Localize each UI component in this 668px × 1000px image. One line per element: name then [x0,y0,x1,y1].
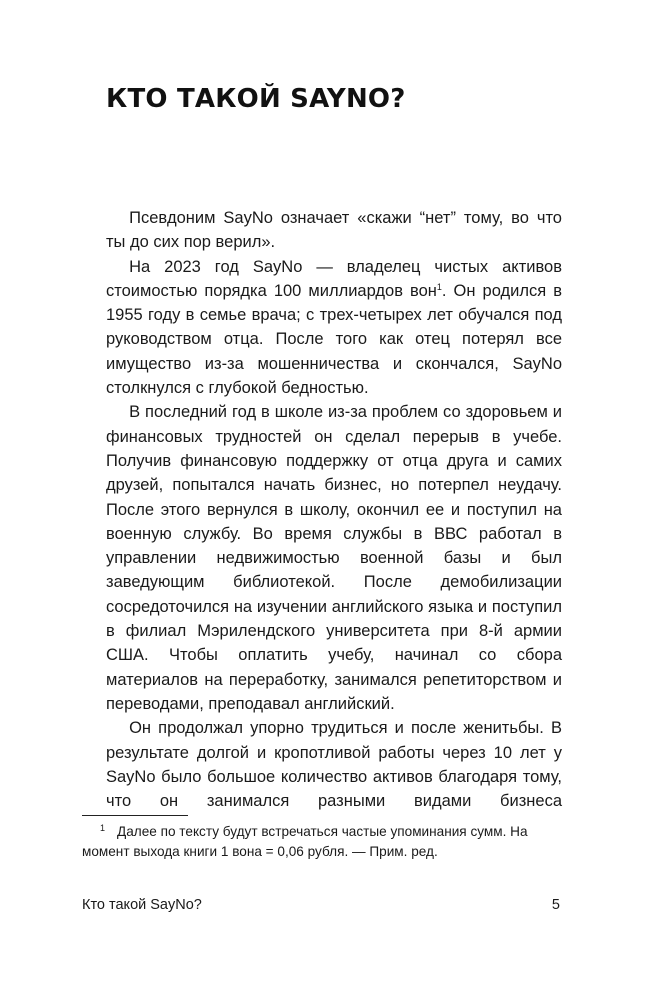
paragraph-3: В последний год в школе из-за проблем со здоровьем и финансовых трудностей он сделал перерыв в учебе. Получив финансовую поддержку от отца друга и самих друзей, попытался начать бизнес, но потерпел неудачу. После этого вернулся в школу, окончил ее и поступил на военную службу. Во время службы в ВВС работал в управлении недвижимостью военной базы и был заведующим библиотекой. После демобилизации сосредоточился на изучении английского языка и поступил в филиал Мэрилендского университета при 8-й армии США. Чтобы оплатить учебу, начинал со сбора материалов на переработку, занимался репетиторством и переводами, преподавал английский. [106,403,562,713]
paragraph-1: Псевдоним SayNo означает «скажи “нет” тому, во что ты до сих пор верил». [106,209,562,252]
footnote-divider [82,815,188,816]
paragraph-2 [106,255,562,401]
body-text [106,206,562,813]
paragraph-2-text-before-ref: На 2023 год SayNo — владелец чистых активов стоимостью порядка 100 миллиардов вон [106,257,562,300]
chapter-title: КТО ТАКОЙ SAYNO? [106,84,406,114]
paragraph-2-text-after-ref: . Он родился в 1955 году в семье врача; с трех-четырех лет обучался под руководством отца. После того как отец потерял все имущество из-за мошенничества и скончался, SayNo столкнулся с глубокой бедностью. [106,281,562,398]
paragraph-4: Он продолжал упорно трудиться и после женитьбы. В результате долгой и кропотливой работы через 10 лет у SayNo было большое количество активов благодаря тому, что он занимался разными видами бизнеса [106,719,562,811]
footnote-reference: 1 [436,281,442,292]
footnote [82,822,568,862]
page-number: 5 [551,897,560,913]
footnote-text: Далее по тексту будут встречаться частые упоминания сумм. На момент выхода книги 1 вона = 0,06 рубля. — Прим. ред. [82,824,528,859]
footnote-mark: 1 [100,823,106,833]
running-footer-title: Кто такой SayNo? [82,897,202,913]
